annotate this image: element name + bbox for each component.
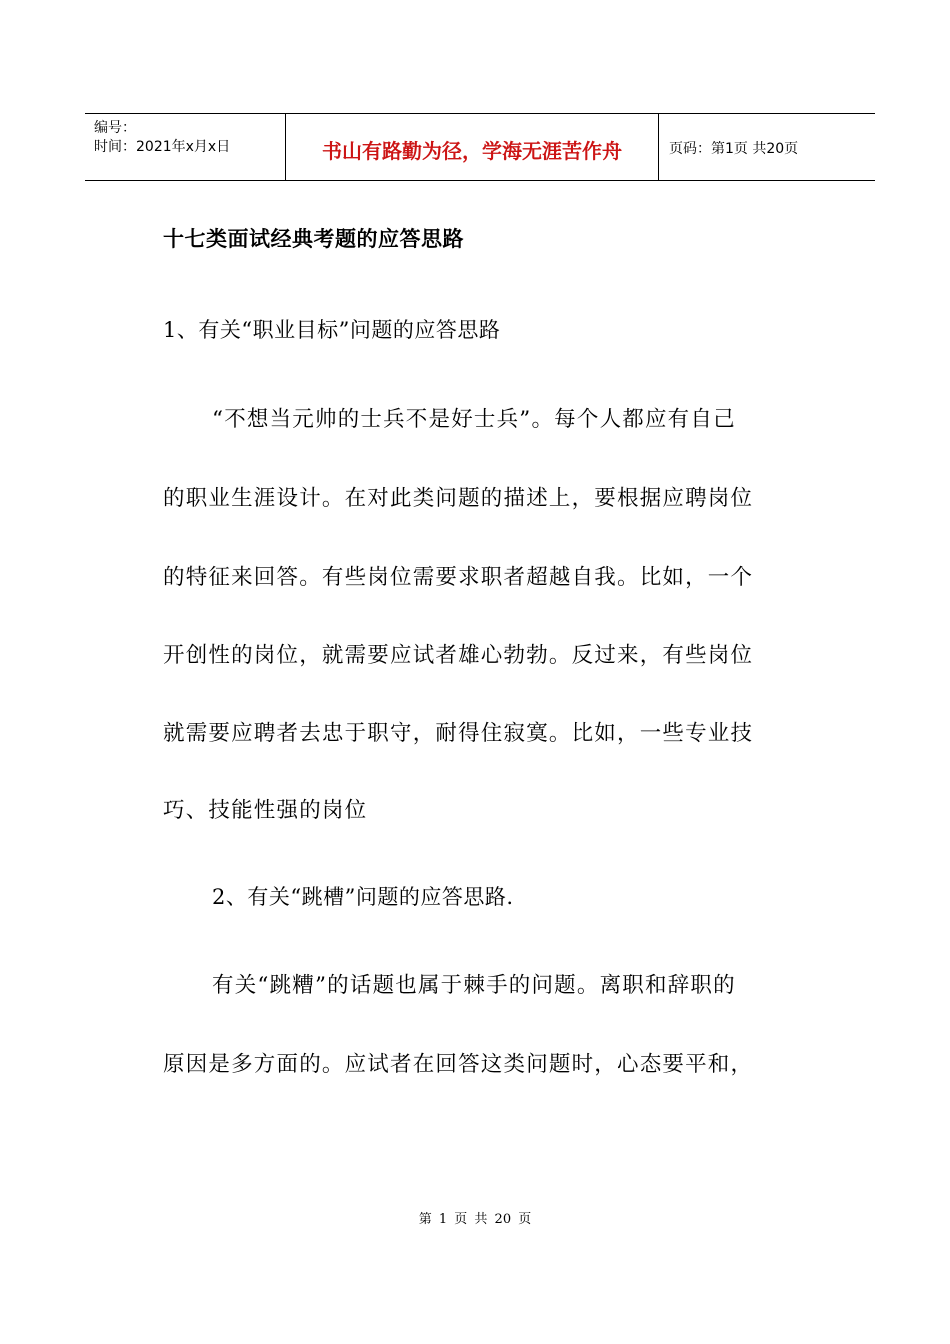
header-meta: [85, 114, 286, 180]
header-page-info: 页码：第1页 共20页: [669, 141, 799, 157]
page-footer: 第 1 页 共 20 页: [418, 1212, 532, 1227]
section-2-line: 原因是多方面的。应试者在回答这类问题时，心态要平和，: [163, 1052, 754, 1077]
section-1-line: “不想当元帅的士兵不是好士兵”。每个人都应有自己: [212, 407, 736, 432]
section-1-line: 开创性的岗位，就需要应试者雄心勃勃。反过来，有些岗位: [163, 643, 754, 668]
document-title: 十七类面试经典考题的应答思路: [163, 227, 464, 251]
section-2-heading: 2、有关“跳槽”问题的应答思路.: [212, 885, 514, 909]
time-label: 时间：2021年x月x日: [94, 139, 231, 155]
section-1-line: 巧、技能性强的岗位: [163, 798, 368, 823]
section-1-line: 就需要应聘者去忠于职守，耐得住寂寞。比如，一些专业技: [163, 721, 754, 746]
number-label: 编号：: [94, 120, 136, 136]
section-2-line: 有关“跳糟”的话题也属于棘手的问题。离职和辞职的: [212, 973, 736, 998]
section-1-line: 的职业生涯设计。在对此类问题的描述上，要根据应聘岗位: [163, 486, 754, 511]
document-header: [85, 113, 875, 181]
header-motto: 书山有路勤为径，学海无涯苦作舟: [286, 114, 659, 180]
section-1-heading: 1、有关“职业目标”问题的应答思路: [163, 318, 501, 342]
section-1-line: 的特征来回答。有些岗位需要求职者超越自我。比如，一个: [163, 565, 754, 590]
